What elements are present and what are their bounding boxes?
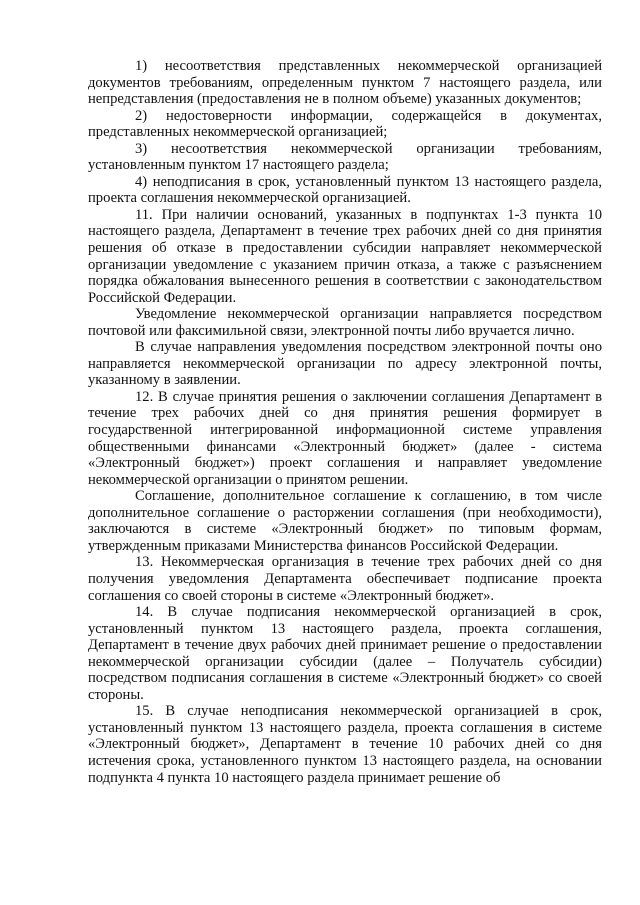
paragraph-item-4-reason: 4) неподписания в срок, установленный пунктом 13 настоящего раздела, проекта соглашения некоммерческой организацией. [88,173,602,207]
paragraph-item-3-reason: 3) несоответствия некоммерческой организации требованиям, установленным пунктом 17 настоящего раздела; [88,140,602,174]
paragraph-clause-13: 13. Некоммерческая организация в течение трех рабочих дней со дня получения уведомления Департамента обеспечивает подписание проекта соглашения со своей стороны в системе «Электронный бюджет». [88,554,602,604]
paragraph-clause-11: 11. При наличии оснований, указанных в подпунктах 1-3 пункта 10 настоящего раздела, Департамент в течение трех рабочих дней со дня принятия решения об отказе в предоставлении субсидии направляет некоммерческой организации уведомление с указанием причин отказа, а также с разъяснением порядка обжалования вынесенного решения в соответствии с законодательством Российской Федерации. [88,206,602,306]
paragraph-clause-12: 12. В случае принятия решения о заключении соглашения Департамент в течение трех рабочих дней со дня принятия решения формирует в государственной интегрированной информационной системе управления общественными финансами «Электронный бюджет» (далее - система «Электронный бюджет») проект соглашения и направляет уведомление некоммерческой организации о принятом решении. [88,388,602,488]
paragraph-notification-delivery: Уведомление некоммерческой организации направляется посредством почтовой или факсимильной связи, электронной почты либо вручается лично. [88,306,602,339]
paragraph-email-notification: В случае направления уведомления посредством электронной почты оно направляется некоммерческой организации по адресу электронной почты, указанному в заявлении. [88,339,602,389]
paragraph-agreement-forms: Соглашение, дополнительное соглашение к соглашению, в том числе дополнительное соглашение о расторжении соглашения (при необходимости), заключаются в системе «Электронный бюджет» по типовым формам, утвержденным приказами Министерства финансов Российской Федерации. [88,488,602,554]
document-page [88,58,602,786]
paragraph-item-2-reason: 2) недостоверности информации, содержащейся в документах, представленных некоммерческой организацией; [88,107,602,141]
paragraph-clause-14: 14. В случае подписания некоммерческой организацией в срок, установленный пунктом 13 настоящего раздела, проекта соглашения, Департамент в течение двух рабочих дней принимает решение о предоставлении некоммерческой организации субсидии (далее – Получатель субсидии) посредством подписания соглашения в системе «Электронный бюджет» со своей стороны. [88,604,602,703]
paragraph-clause-15: 15. В случае неподписания некоммерческой организацией в срок, установленный пунктом 13 настоящего раздела, проекта соглашения в системе «Электронный бюджет», Департамент в течение 10 рабочих дней со дня истечения срока, установленного пунктом 13 настоящего раздела, на основании подпункта 4 пункта 10 настоящего раздела принимает решение об [88,703,602,786]
paragraph-item-1-reason: 1) несоответствия представленных некоммерческой организацией документов требованиям, определенным пунктом 7 настоящего раздела, или непредставления (предоставления не в полном объеме) указанных документов; [88,58,602,108]
